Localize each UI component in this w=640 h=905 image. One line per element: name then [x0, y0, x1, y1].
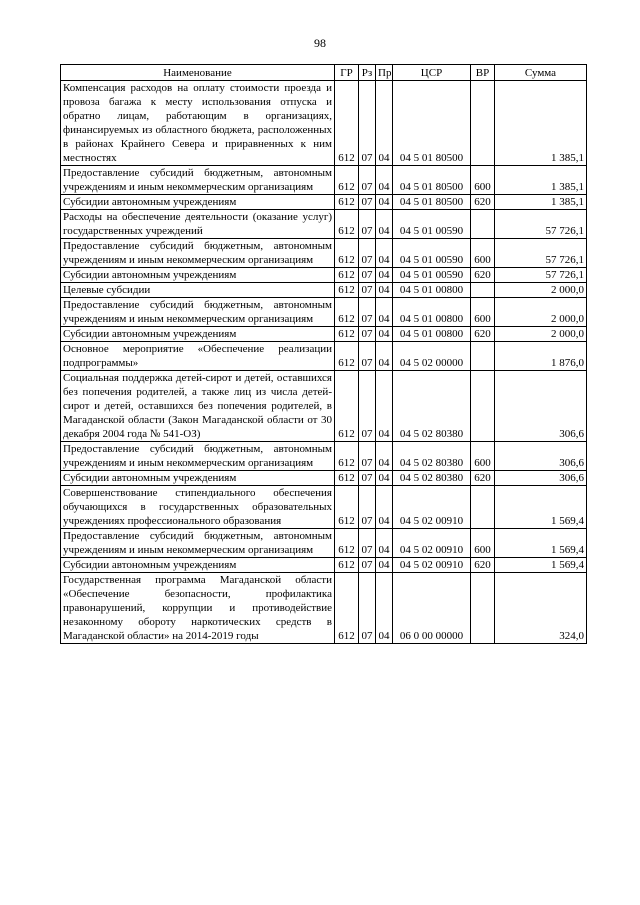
row-name: Государственная программа Магаданской области «Обеспечение безопасности, профилактика правонарушений, коррупции и противодействие незаконному обороту наркотических средств в Магаданской области» на 2014-2019 годы	[61, 573, 335, 644]
row-sum: 324,0	[495, 573, 587, 644]
header-pr: Пр	[376, 65, 393, 81]
row-csr: 04 5 01 80500	[393, 195, 471, 210]
row-rz: 07	[359, 371, 376, 442]
row-sum: 57 726,1	[495, 268, 587, 283]
row-vr: 600	[471, 442, 495, 471]
row-sum: 1 569,4	[495, 486, 587, 529]
row-vr: 600	[471, 239, 495, 268]
row-gr: 612	[335, 342, 359, 371]
table-row	[61, 573, 587, 644]
table-row	[61, 283, 587, 298]
row-pr: 04	[376, 442, 393, 471]
row-sum: 1 385,1	[495, 166, 587, 195]
row-csr: 04 5 02 00000	[393, 342, 471, 371]
row-name: Предоставление субсидий бюджетным, автономным учреждениям и иным некоммерческим организациям	[61, 166, 335, 195]
row-name: Предоставление субсидий бюджетным, автономным учреждениям и иным некоммерческим организациям	[61, 298, 335, 327]
row-sum: 1 569,4	[495, 529, 587, 558]
row-vr	[471, 210, 495, 239]
row-pr: 04	[376, 166, 393, 195]
row-csr: 04 5 02 80380	[393, 371, 471, 442]
row-name: Субсидии автономным учреждениям	[61, 195, 335, 210]
row-csr: 04 5 01 80500	[393, 166, 471, 195]
row-vr: 600	[471, 298, 495, 327]
row-vr: 620	[471, 471, 495, 486]
header-rz: Рз	[359, 65, 376, 81]
row-csr: 04 5 01 00800	[393, 283, 471, 298]
row-vr: 620	[471, 327, 495, 342]
row-pr: 04	[376, 210, 393, 239]
header-sum: Сумма	[495, 65, 587, 81]
row-rz: 07	[359, 486, 376, 529]
row-sum: 306,6	[495, 371, 587, 442]
page-number: 98	[314, 36, 326, 50]
header-name: Наименование	[61, 65, 335, 81]
row-name: Основное мероприятие «Обеспечение реализации подпрограммы»	[61, 342, 335, 371]
row-rz: 07	[359, 471, 376, 486]
row-rz: 07	[359, 195, 376, 210]
row-name: Компенсация расходов на оплату стоимости проезда и провоза багажа к месту использования отпуска и обратно лицам, работающим в организациях, финансируемых из областного бюджета, расположенных в районах Крайнего Севера и приравненных к ним местностях	[61, 81, 335, 166]
row-rz: 07	[359, 298, 376, 327]
row-pr: 04	[376, 573, 393, 644]
row-pr: 04	[376, 342, 393, 371]
row-vr	[471, 371, 495, 442]
row-gr: 612	[335, 442, 359, 471]
row-name: Субсидии автономным учреждениям	[61, 268, 335, 283]
row-sum: 57 726,1	[495, 210, 587, 239]
row-vr	[471, 283, 495, 298]
row-gr: 612	[335, 371, 359, 442]
row-rz: 07	[359, 558, 376, 573]
row-vr	[471, 573, 495, 644]
row-sum: 1 569,4	[495, 558, 587, 573]
row-gr: 612	[335, 195, 359, 210]
row-name: Социальная поддержка детей-сирот и детей, оставшихся без попечения родителей, а также лиц из числа детей-сирот и детей, оставшихся без попечения родителей, в Магаданской области (Закон Магаданской области от 30 декабря 2004 года № 541-ОЗ)	[61, 371, 335, 442]
row-rz: 07	[359, 81, 376, 166]
row-csr: 04 5 02 80380	[393, 442, 471, 471]
table-row	[61, 486, 587, 529]
table-row	[61, 327, 587, 342]
row-rz: 07	[359, 573, 376, 644]
row-sum: 2 000,0	[495, 298, 587, 327]
table-row	[61, 239, 587, 268]
row-csr: 06 0 00 00000	[393, 573, 471, 644]
row-rz: 07	[359, 442, 376, 471]
row-pr: 04	[376, 268, 393, 283]
row-name: Совершенствование стипендиального обеспечения обучающихся в государственных образовательных учреждениях профессионального образования	[61, 486, 335, 529]
row-vr: 600	[471, 166, 495, 195]
row-vr	[471, 81, 495, 166]
row-pr: 04	[376, 283, 393, 298]
row-rz: 07	[359, 283, 376, 298]
row-name: Предоставление субсидий бюджетным, автономным учреждениям и иным некоммерческим организациям	[61, 529, 335, 558]
row-name: Расходы на обеспечение деятельности (оказание услуг) государственных учреждений	[61, 210, 335, 239]
row-csr: 04 5 01 00590	[393, 268, 471, 283]
row-sum: 2 000,0	[495, 283, 587, 298]
header-csr: ЦСР	[393, 65, 471, 81]
row-csr: 04 5 01 00590	[393, 239, 471, 268]
table-row	[61, 81, 587, 166]
row-gr: 612	[335, 327, 359, 342]
row-name: Субсидии автономным учреждениям	[61, 471, 335, 486]
table-row	[61, 268, 587, 283]
row-vr: 620	[471, 195, 495, 210]
row-gr: 612	[335, 471, 359, 486]
row-sum: 306,6	[495, 471, 587, 486]
row-rz: 07	[359, 166, 376, 195]
table-row	[61, 166, 587, 195]
row-name: Субсидии автономным учреждениям	[61, 558, 335, 573]
row-csr: 04 5 02 00910	[393, 486, 471, 529]
row-vr: 600	[471, 529, 495, 558]
table-header-row	[61, 65, 587, 81]
row-vr: 620	[471, 558, 495, 573]
row-csr: 04 5 01 00590	[393, 210, 471, 239]
row-rz: 07	[359, 327, 376, 342]
row-sum: 1 876,0	[495, 342, 587, 371]
row-pr: 04	[376, 81, 393, 166]
row-name: Предоставление субсидий бюджетным, автономным учреждениям и иным некоммерческим организациям	[61, 442, 335, 471]
row-pr: 04	[376, 371, 393, 442]
row-pr: 04	[376, 529, 393, 558]
row-vr	[471, 486, 495, 529]
table-row	[61, 342, 587, 371]
row-sum: 1 385,1	[495, 81, 587, 166]
table-row	[61, 195, 587, 210]
budget-table	[60, 64, 587, 644]
row-gr: 612	[335, 529, 359, 558]
table-row	[61, 210, 587, 239]
row-gr: 612	[335, 298, 359, 327]
row-pr: 04	[376, 558, 393, 573]
table-row	[61, 529, 587, 558]
row-sum: 2 000,0	[495, 327, 587, 342]
table-row	[61, 442, 587, 471]
row-name: Субсидии автономным учреждениям	[61, 327, 335, 342]
row-csr: 04 5 02 00910	[393, 558, 471, 573]
table-body	[61, 81, 587, 644]
table-row	[61, 471, 587, 486]
table-row	[61, 558, 587, 573]
row-gr: 612	[335, 486, 359, 529]
row-gr: 612	[335, 268, 359, 283]
row-pr: 04	[376, 486, 393, 529]
row-sum: 57 726,1	[495, 239, 587, 268]
row-gr: 612	[335, 81, 359, 166]
row-csr: 04 5 01 00800	[393, 298, 471, 327]
row-pr: 04	[376, 298, 393, 327]
row-gr: 612	[335, 573, 359, 644]
row-rz: 07	[359, 239, 376, 268]
row-pr: 04	[376, 239, 393, 268]
row-rz: 07	[359, 268, 376, 283]
row-vr: 620	[471, 268, 495, 283]
row-csr: 04 5 02 00910	[393, 529, 471, 558]
row-csr: 04 5 01 00800	[393, 327, 471, 342]
row-rz: 07	[359, 342, 376, 371]
row-name: Предоставление субсидий бюджетным, автономным учреждениям и иным некоммерческим организациям	[61, 239, 335, 268]
row-gr: 612	[335, 558, 359, 573]
row-name: Целевые субсидии	[61, 283, 335, 298]
header-gr: ГР	[335, 65, 359, 81]
row-vr	[471, 342, 495, 371]
row-gr: 612	[335, 210, 359, 239]
row-pr: 04	[376, 327, 393, 342]
header-vr: ВР	[471, 65, 495, 81]
row-sum: 306,6	[495, 442, 587, 471]
table-row	[61, 298, 587, 327]
row-pr: 04	[376, 195, 393, 210]
row-pr: 04	[376, 471, 393, 486]
row-gr: 612	[335, 166, 359, 195]
row-gr: 612	[335, 239, 359, 268]
row-sum: 1 385,1	[495, 195, 587, 210]
row-csr: 04 5 01 80500	[393, 81, 471, 166]
row-rz: 07	[359, 529, 376, 558]
table-row	[61, 371, 587, 442]
row-rz: 07	[359, 210, 376, 239]
row-csr: 04 5 02 80380	[393, 471, 471, 486]
row-gr: 612	[335, 283, 359, 298]
